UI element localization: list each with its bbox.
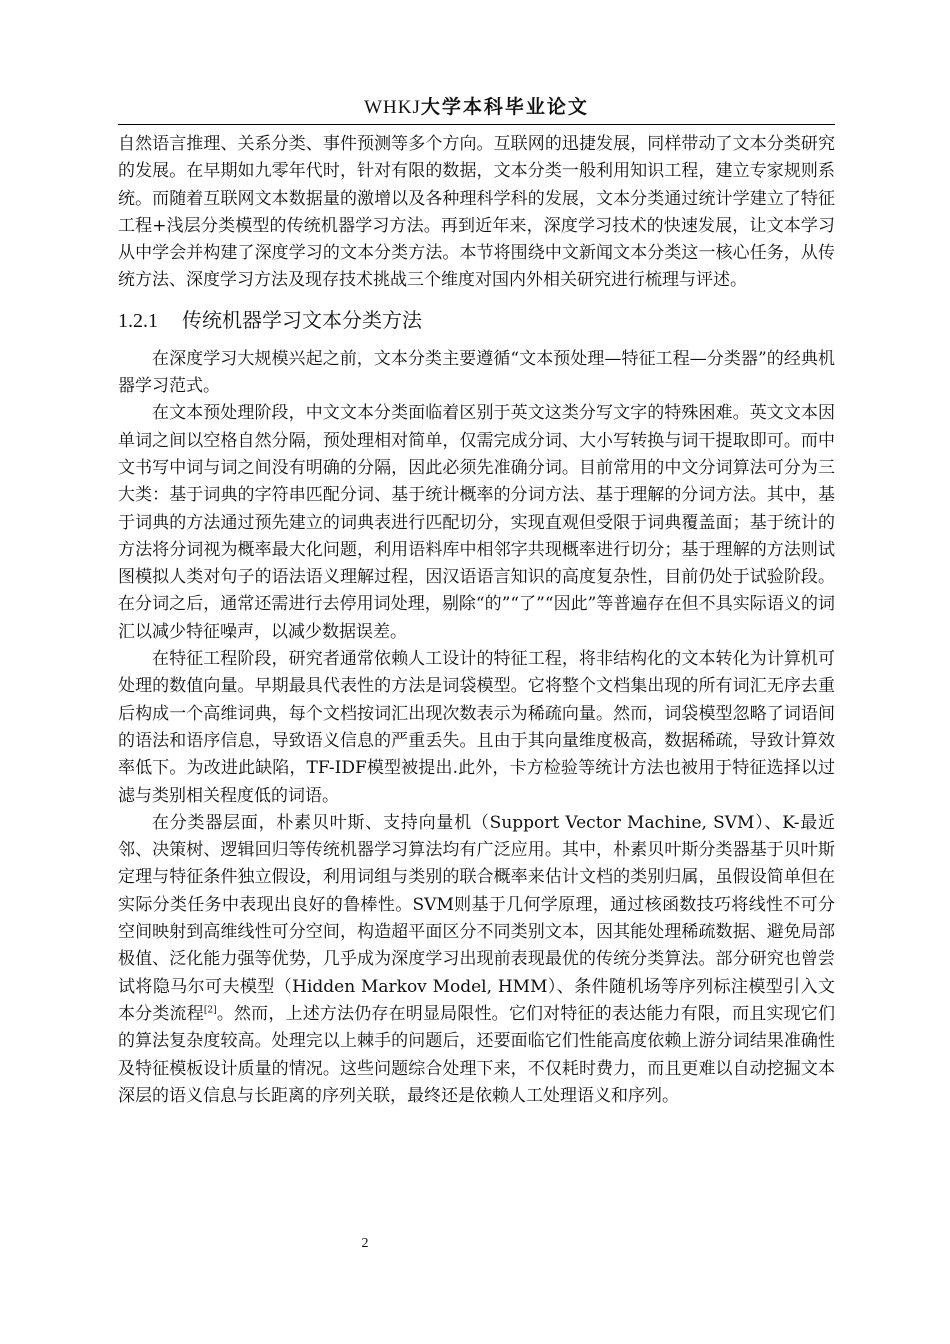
section-title: 传统机器学习文本分类方法: [182, 307, 422, 332]
paragraph-3: 在特征工程阶段，研究者通常依赖人工设计的特征工程，将非结构化的文本转化为计算机可处理的数值向量。早期最具代表性的方法是词袋模型。它将整个文档集出现的所有词汇无序去重后构成一个高维词典，每个文档按词汇出现次数表示为稀疏向量。然而，词袋模型忽略了词语间的语法和语序信息，导致语义信息的严重丢失。且由于其向量维度极高，数据稀疏，导致计算效率低下。为改进此缺陷，TF-IDF模型被提出.此外，卡方检验等统计方法也被用于特征选择以过滤与类别相关程度低的词语。: [118, 649, 835, 806]
paragraph-1: 在深度学习大规模兴起之前，文本分类主要遵循“文本预处理—特征工程—分类器”的经典机器学习范式。: [118, 348, 835, 397]
citation-ref: [2]: [203, 1005, 217, 1016]
page-number: 2: [361, 1236, 369, 1251]
paragraph-4: [118, 810, 835, 1110]
paragraph-4-part-b: 。然而，上述方法仍存在明显局限性。它们对特征的表达能力有限，而且实现它们的算法复杂度较高。处理完以上棘手的问题后，还要面临它们性能高度依赖上游分词结果准确性及特征模板设计质量的情况。这些问题综合处理下来，不仅耗时费力，而且更难以自动挖掘文本深层的语义信息与长距离的序列关联，最终还是依赖人工处理语义和序列。: [118, 1003, 836, 1106]
section-heading: [118, 305, 835, 336]
header-rule: [118, 124, 835, 125]
paragraph-2: 在文本预处理阶段，中文文本分类面临着区别于英文这类分写文字的特殊困难。英文文本因单词之间以空格自然分隔，预处理相对简单，仅需完成分词、大小写转换与词干提取即可。而中文书写中词与词之间没有明确的分隔，因此必须先准确分词。目前常用的中文分词算法可分为三大类：基于词典的字符串匹配分词、基于统计概率的分词方法、基于理解的分词方法。其中，基于词典的方法通过预先建立的词典表进行匹配切分，实现直观但受限于词典覆盖面；基于统计的方法将分词视为概率最大化问题，利用语料库中相邻字共现概率进行切分；基于理解的方法则试图模拟人类对句子的语法语义理解过程，因汉语语言知识的高度复杂性，目前仍处于试验阶段。在分词之后，通常还需进行去停用词处理，剔除“的”“了”“因此”等普遍存在但不具实际语义的词汇以减少特征噪声，以减少数据误差。: [118, 403, 835, 642]
section-number: 1.2.1: [118, 309, 158, 332]
running-header: [118, 92, 835, 122]
header-latin: WHKJ: [364, 97, 421, 118]
paragraph-intro: 自然语言推理、关系分类、事件预测等多个方向。互联网的迅捷发展，同样带动了文本分类研究的发展。在早期如九零年代时，针对有限的数据，文本分类一般利用知识工程，建立专家规则系统。而随着互联网文本数据量的激增以及各种理科学科的发展，文本分类通过统计学建立了特征工程+浅层分类模型的传统机器学习方法。再到近年来，深度学习技术的快速发展，让文本学习从中学会并构建了深度学习的文本分类方法。本节将围绕中文新闻文本分类这一核心任务，从传统方法、深度学习方法及现存技术挑战三个维度对国内外相关研究进行梳理与评述。: [118, 134, 835, 291]
body-text: [118, 131, 835, 1110]
header-title: 大学本科毕业论文: [420, 96, 589, 118]
paragraph-4-part-a: 在分类器层面，朴素贝叶斯、支持向量机（Support Vector Machine, SVM）、K-最近邻、决策树、逻辑回归等传统机器学习算法均有广泛应用。其中，朴素贝叶斯分类器基于贝叶斯定理与特征条件独立假设，利用词组与类别的联合概率来估计文档的类别归属，虽假设简单但在实际分类任务中表现出良好的鲁棒性。SVM则基于几何学原理，通过核函数技巧将线性不可分空间映射到高维线性可分空间，构造超平面区分不同类别文本，因其能处理稀疏数据、避免局部极值、泛化能力强等优势，几乎成为深度学习出现前表现最优的传统分类算法。部分研究也曾尝试将隐马尔可夫模型（Hidden Markov Model, HMM）、条件随机场等序列标注模型引入文本分类流程: [118, 812, 835, 1024]
